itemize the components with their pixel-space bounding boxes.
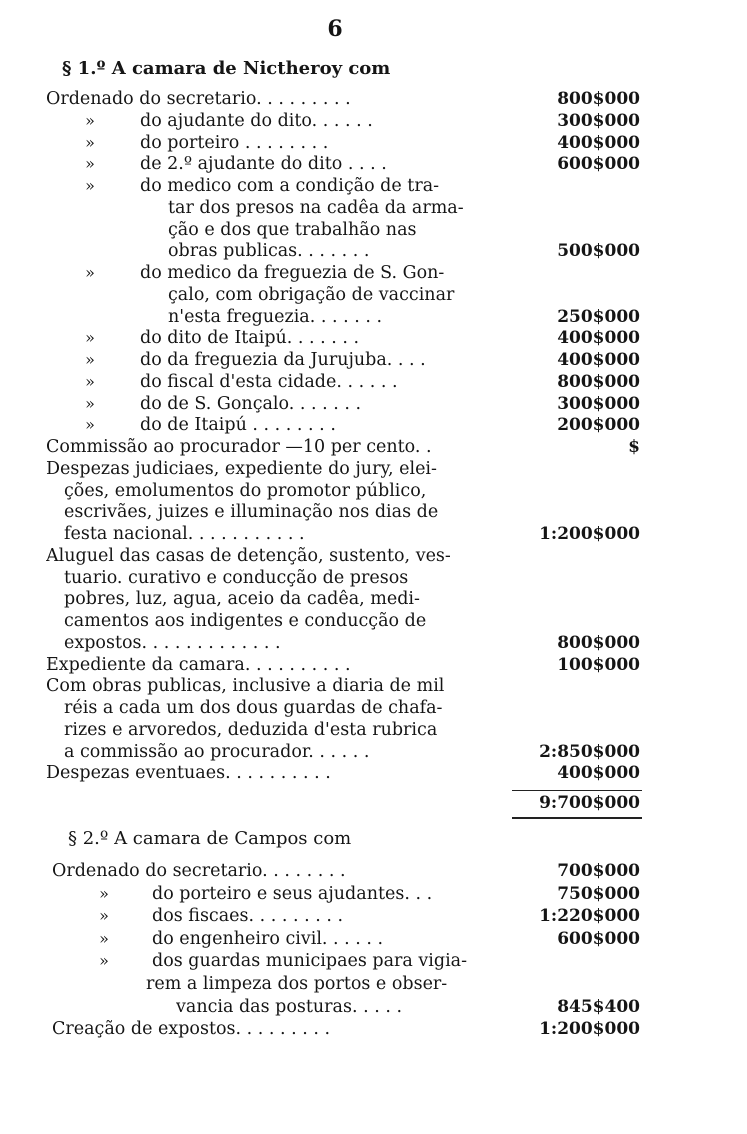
ledger-row — [0, 949, 747, 973]
ledger-row — [0, 904, 747, 928]
ledger-row — [0, 631, 747, 655]
row-description: expostos. . . . . . . . . . . . . — [64, 632, 281, 653]
ditto-mark: » — [85, 132, 95, 152]
ledger-row — [0, 995, 747, 1019]
ledger-row — [0, 609, 747, 633]
row-description: Ordenado do secretario. . . . . . . . . — [46, 89, 351, 109]
ledger-row — [0, 413, 747, 437]
row-amount: 400$000 — [557, 763, 640, 784]
ledger-row — [0, 479, 747, 503]
ledger-row — [0, 972, 747, 996]
ditto-mark: » — [85, 110, 95, 130]
row-amount: 100$000 — [557, 654, 640, 675]
ledger-row — [0, 152, 747, 176]
ledger-row — [0, 326, 747, 350]
row-amount: 800$000 — [557, 89, 640, 109]
ledger-row — [0, 435, 747, 459]
row-amount: 1:200$000 — [539, 1019, 640, 1040]
row-amount: 500$000 — [557, 241, 640, 262]
ledger-row — [0, 87, 747, 111]
ditto-mark: » — [99, 928, 109, 948]
row-amount: 845$400 — [557, 996, 640, 1017]
row-amount: 1:220$000 — [539, 906, 640, 927]
ledger-row — [0, 196, 747, 220]
row-amount: 600$000 — [557, 928, 640, 949]
row-description: do da freguezia da Jurujuba. . . . — [140, 350, 426, 370]
row-amount: 800$000 — [557, 371, 640, 392]
ledger-row — [0, 653, 747, 677]
row-description: do de S. Gonçalo. . . . . . . — [140, 393, 362, 414]
ditto-mark: » — [85, 328, 95, 348]
row-amount: 600$000 — [557, 154, 640, 175]
row-description: escrivães, juizes e illuminação nos dias de — [64, 502, 439, 523]
row-description: do medico com a condição de tra- — [140, 176, 440, 196]
row-description: a commissão ao procurador. . . . . . — [64, 741, 370, 762]
ledger-row — [0, 500, 747, 524]
ledger-row — [0, 261, 747, 285]
row-description: do dito de Itaipú. . . . . . . — [140, 328, 360, 349]
ditto-mark: » — [85, 371, 95, 391]
row-description: Despezas judiciaes, expediente do jury, elei- — [46, 458, 437, 479]
ledger-row — [0, 761, 747, 785]
ledger-row — [0, 109, 747, 133]
ledger-row — [0, 348, 747, 372]
row-description: do medico da freguezia de S. Gon- — [140, 263, 445, 283]
row-description: réis a cada um dos dous guardas de chafa- — [64, 698, 443, 718]
ditto-mark: » — [85, 263, 95, 282]
row-amount: 750$000 — [557, 883, 640, 904]
row-description: Commissão ao procurador —10 per cento. . — [46, 437, 432, 457]
row-description: festa nacional. . . . . . . . . . . — [64, 524, 305, 544]
row-description: çalo, com obrigação de vaccinar — [168, 284, 455, 305]
row-description: do engenheiro civil. . . . . . — [152, 928, 384, 949]
row-description: do porteiro . . . . . . . . — [140, 132, 329, 153]
row-amount: 400$000 — [557, 350, 640, 370]
row-description: dos guardas municipaes para vigia- — [152, 951, 468, 972]
total-double-rule — [512, 817, 642, 819]
ditto-mark: » — [85, 415, 95, 435]
ledger-row — [0, 566, 747, 590]
section-title: § 2.º A camara de Campos com — [68, 828, 352, 849]
ledger-row — [0, 174, 747, 198]
row-amount: $ — [628, 437, 640, 457]
row-amount: 1:200$000 — [539, 524, 640, 544]
row-description: obras publicas. . . . . . . — [168, 241, 370, 262]
row-amount: 400$000 — [557, 132, 640, 153]
row-description: rem a limpeza dos portos e obser- — [146, 974, 448, 994]
row-description: Despezas eventuaes. . . . . . . . . . — [46, 763, 331, 784]
ditto-mark: » — [85, 350, 95, 369]
row-amount: 2:850$000 — [539, 741, 640, 762]
row-description: tar dos presos na cadêa da arma- — [168, 197, 464, 218]
row-description: Com obras publicas, inclusive a diaria de mil — [46, 676, 445, 697]
ledger-row — [0, 522, 747, 546]
ditto-mark: » — [99, 906, 109, 926]
ledger-row — [0, 674, 747, 698]
ledger-row — [0, 218, 747, 242]
ledger-row — [0, 718, 747, 742]
row-description: do fiscal d'esta cidade. . . . . . — [140, 371, 398, 392]
row-amount: 700$000 — [557, 861, 640, 881]
row-amount: 300$000 — [557, 110, 640, 131]
row-amount: 300$000 — [557, 393, 640, 414]
ledger-row — [0, 544, 747, 568]
row-description: dos fiscaes. . . . . . . . . — [152, 906, 344, 927]
ledger-row — [0, 927, 747, 951]
row-description: vancia das posturas. . . . . — [176, 996, 403, 1017]
row-description: Expediente da camara. . . . . . . . . . — [46, 654, 351, 675]
section-title: § 1.º A camara de Nictheroy com — [62, 58, 391, 79]
ledger-row — [0, 740, 747, 764]
ledger-row — [0, 305, 747, 329]
row-description: de 2.º ajudante do dito . . . . — [140, 154, 387, 175]
row-description: do de Itaipú . . . . . . . . — [140, 415, 336, 436]
ditto-mark: » — [99, 951, 109, 971]
row-description: rizes e arvoredos, deduzida d'esta rubrica — [64, 719, 438, 740]
ditto-mark: » — [85, 393, 95, 413]
row-description: do ajudante do dito. . . . . . — [140, 110, 373, 131]
row-amount: 400$000 — [557, 328, 640, 349]
ledger-row — [0, 392, 747, 416]
row-amount: 250$000 — [557, 306, 640, 327]
row-description: Ordenado do secretario. . . . . . . . — [52, 861, 346, 881]
ditto-mark: » — [99, 883, 109, 903]
ledger-row — [0, 457, 747, 481]
ledger-row — [0, 131, 747, 155]
row-description: ções, emolumentos do promotor público, — [64, 480, 427, 501]
row-description: tuario. curativo e conducção de presos — [64, 567, 409, 588]
ledger-row — [0, 859, 747, 883]
ledger-row — [0, 1017, 747, 1041]
row-description: camentos aos indigentes e conducção de — [64, 611, 427, 631]
ledger-row — [0, 283, 747, 307]
row-description: do porteiro e seus ajudantes. . . — [152, 883, 433, 904]
ledger-row — [0, 587, 747, 611]
ledger-row — [0, 882, 747, 906]
ledger-row — [0, 696, 747, 720]
row-amount: 800$000 — [557, 632, 640, 653]
row-description: Aluguel das casas de detenção, sustento, ves- — [46, 545, 451, 566]
row-amount: 200$000 — [557, 415, 640, 436]
section-total: 9:700$000 — [539, 793, 640, 813]
ledger-row — [0, 370, 747, 394]
row-description: pobres, luz, agua, aceio da cadêa, medi- — [64, 589, 420, 610]
page-number: 6 — [327, 16, 343, 42]
ditto-mark: » — [85, 176, 95, 195]
row-description: Creação de expostos. . . . . . . . . — [52, 1019, 331, 1040]
row-description: ção e dos que trabalhão nas — [168, 219, 417, 240]
ditto-mark: » — [85, 154, 95, 174]
ledger-row — [0, 239, 747, 263]
section-total-row — [0, 791, 747, 815]
row-description: n'esta freguezia. . . . . . . — [168, 306, 383, 327]
